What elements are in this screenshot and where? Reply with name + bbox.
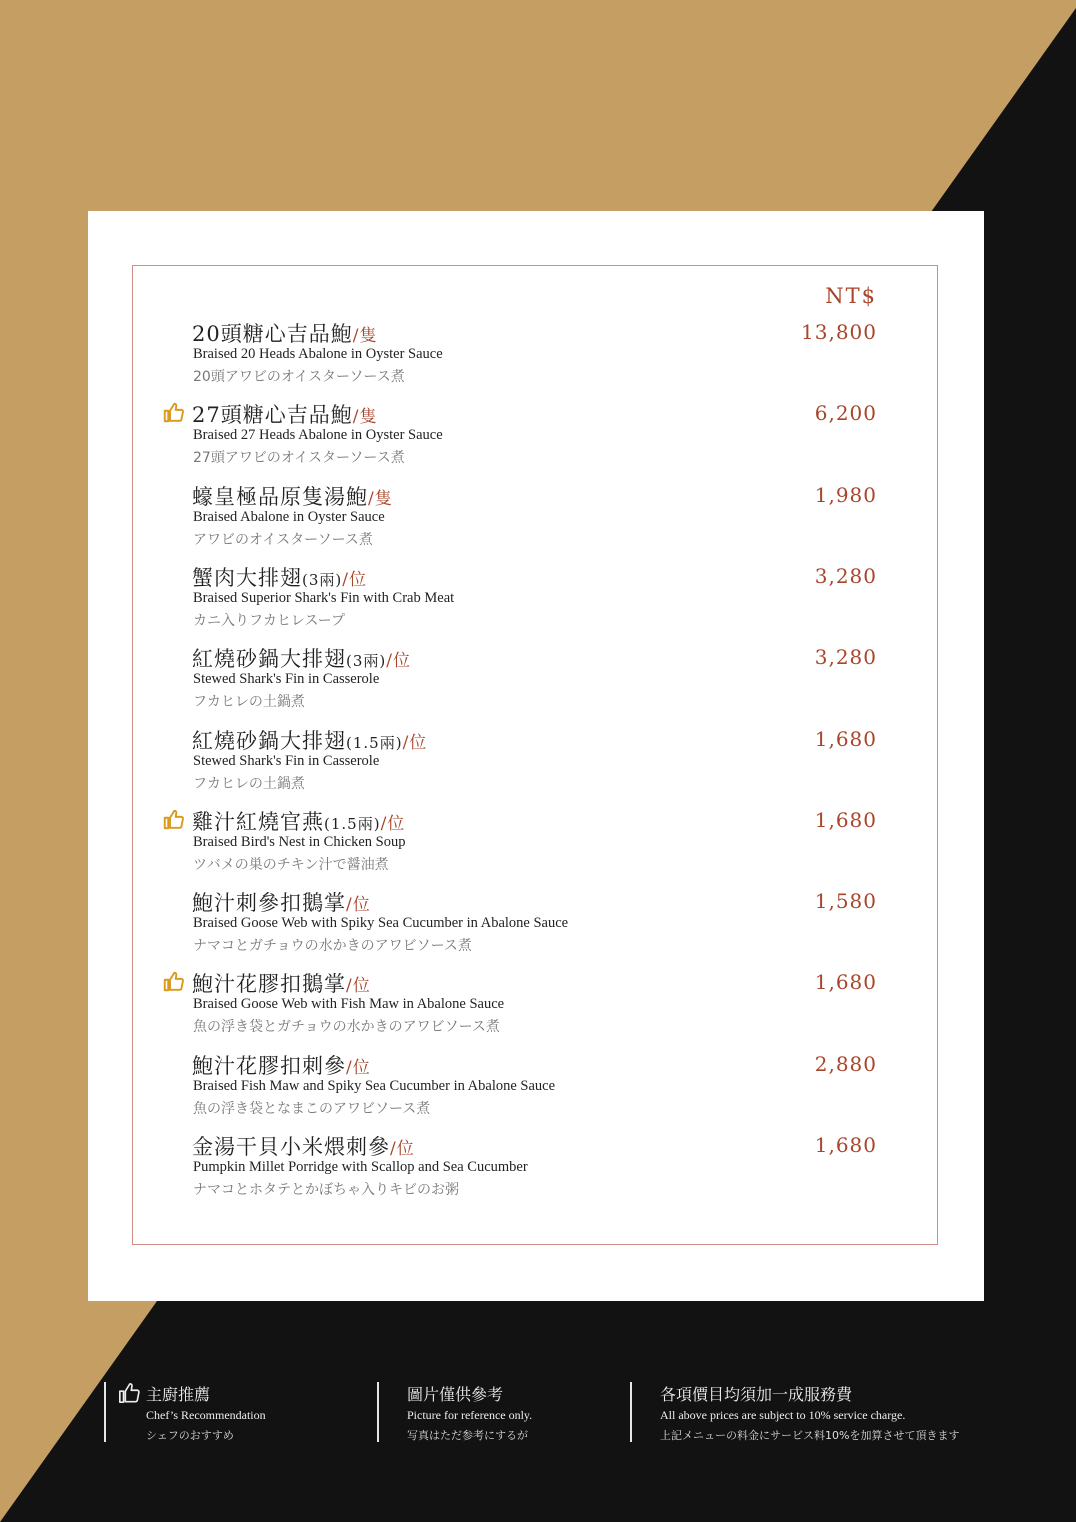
- item-japanese: フカヒレの土鍋煮: [193, 694, 305, 711]
- item-japanese: 27頭アワビのオイスターソース煮: [193, 450, 405, 467]
- item-unit: /隻: [352, 326, 378, 346]
- item-name-text: 蠔皇極品原隻湯鮑: [192, 484, 368, 509]
- item-name-text: 蟹肉大排翅: [192, 565, 302, 590]
- item-unit: /隻: [368, 488, 393, 509]
- footer-title: 各項價目均須加一成服務費: [660, 1385, 853, 1404]
- item-qty: (1.5兩): [324, 814, 381, 833]
- item-english: Braised 20 Heads Abalone in Oyster Sauce: [193, 346, 443, 362]
- item-japanese: 魚の浮き袋とガチョウの水かきのアワビソース煮: [193, 1019, 500, 1036]
- item-unit: /位: [346, 976, 371, 997]
- item-name: [192, 481, 393, 511]
- footer-jp: シェフのおすすめ: [146, 1429, 234, 1442]
- footer-en: Picture for reference only.: [407, 1408, 533, 1422]
- item-price: 13,800: [801, 320, 877, 344]
- item-name: [192, 643, 411, 673]
- item-name-text: 紅燒砂鍋大排翅: [192, 647, 346, 672]
- item-name: [192, 725, 427, 755]
- item-price: 1,680: [814, 1133, 877, 1157]
- item-unit: /位: [390, 1139, 415, 1159]
- item-unit: /位: [342, 569, 367, 590]
- item-name-text: 紅燒砂鍋大排翅: [192, 728, 346, 753]
- item-price: 1,580: [814, 889, 877, 914]
- item-qty: (3兩): [346, 652, 387, 671]
- item-qty: (3兩): [302, 570, 343, 589]
- item-price: 1,680: [814, 970, 877, 995]
- item-name: [192, 1131, 415, 1161]
- item-unit: /位: [402, 732, 428, 753]
- item-english: Braised 27 Heads Abalone in Oyster Sauce: [193, 427, 443, 444]
- menu-card: [88, 211, 984, 1301]
- item-unit: /位: [386, 651, 411, 672]
- item-name-text: 金湯干貝小米煨刺參: [192, 1135, 390, 1159]
- menu-item: [133, 806, 939, 886]
- item-english: Stewed Shark's Fin in Casserole: [193, 752, 380, 769]
- item-english: Pumpkin Millet Porridge with Scallop and Sea Cucumber: [193, 1159, 528, 1175]
- menu-item: [133, 725, 939, 805]
- footer-jp: 写真はただ参考にするが: [407, 1429, 528, 1442]
- thumbs-up-icon: [163, 402, 184, 423]
- footer-title: 圖片僅供參考: [407, 1385, 504, 1404]
- item-name: [192, 968, 371, 998]
- thumbs-up-icon: [118, 1382, 140, 1404]
- footer-jp: 上記メニューの料金にサービス料10%を加算させて頂きます: [660, 1429, 960, 1442]
- item-price: 3,280: [814, 563, 877, 588]
- item-english: Braised Goose Web with Spiky Sea Cucumber in Abalone Sauce: [193, 915, 569, 932]
- footer-reference: [377, 1382, 609, 1442]
- item-name-text: 20頭糖心吉品鮑: [192, 322, 353, 346]
- item-price: 1,680: [814, 726, 877, 751]
- item-price: 1,980: [814, 482, 877, 507]
- item-japanese: ツバメの巣のチキン汁で醤油煮: [193, 856, 389, 873]
- thumbs-up-icon: [163, 809, 184, 830]
- menu-item: [133, 887, 939, 967]
- footer-en: Chef’s Recommendation: [146, 1408, 266, 1422]
- item-japanese: ナマコとガチョウの水かきのアワビソース煮: [193, 938, 472, 955]
- menu-item: [133, 399, 939, 479]
- item-name: [192, 318, 377, 348]
- item-name-text: 鮑汁刺參扣鵝掌: [192, 891, 346, 916]
- currency-label: NT$: [825, 284, 877, 308]
- item-english: Stewed Shark's Fin in Casserole: [193, 671, 380, 688]
- item-name-text: 鮑汁花膠扣鵝掌: [192, 972, 346, 997]
- item-price: 3,280: [814, 645, 877, 670]
- item-qty: (1.5兩): [346, 733, 403, 752]
- item-japanese: ナマコとホタテとかぼちゃ入りキビのお粥: [193, 1182, 459, 1198]
- item-name: [192, 399, 377, 429]
- item-unit: /隻: [352, 407, 378, 428]
- item-japanese: カニ入りフカヒレスープ: [193, 612, 346, 629]
- item-unit: /位: [380, 813, 406, 834]
- footer-title: 主廚推薦: [146, 1385, 211, 1404]
- item-name: [192, 806, 405, 836]
- item-english: Braised Abalone in Oyster Sauce: [193, 508, 385, 525]
- item-english: Braised Bird's Nest in Chicken Soup: [193, 833, 406, 850]
- item-price: 2,880: [814, 1051, 877, 1076]
- footer-service-charge: [630, 1382, 1012, 1442]
- item-english: Braised Fish Maw and Spiky Sea Cucumber in Abalone Sauce: [193, 1077, 556, 1094]
- item-unit: /位: [346, 1057, 371, 1078]
- footer-en: All above prices are subject to 10% service charge.: [660, 1408, 906, 1422]
- item-name: [192, 887, 371, 917]
- footer-recommendation: [104, 1382, 356, 1442]
- item-price: 6,200: [814, 401, 877, 426]
- menu-item: [133, 1131, 939, 1211]
- menu-item: [133, 1050, 939, 1130]
- item-name-text: 鮑汁花膠扣刺參: [192, 1053, 346, 1078]
- item-japanese: 魚の浮き袋となまこのアワビソース煮: [193, 1100, 431, 1117]
- item-price: 1,680: [814, 807, 877, 832]
- item-unit: /位: [346, 895, 371, 916]
- item-japanese: 20頭アワビのオイスターソース煮: [193, 369, 405, 385]
- item-japanese: フカヒレの土鍋煮: [193, 775, 305, 792]
- item-english: Braised Superior Shark's Fin with Crab Meat: [193, 589, 455, 606]
- item-english: Braised Goose Web with Fish Maw in Abalone Sauce: [193, 996, 505, 1013]
- menu-item: [133, 968, 939, 1048]
- item-japanese: アワビのオイスターソース煮: [193, 531, 373, 548]
- menu-item: [133, 318, 939, 398]
- item-name-text: 雞汁紅燒官燕: [192, 809, 324, 834]
- menu-item: [133, 643, 939, 723]
- item-name: [192, 562, 367, 592]
- item-name: [192, 1050, 371, 1080]
- menu-frame: [132, 265, 938, 1245]
- thumbs-up-icon: [163, 971, 184, 992]
- menu-item: [133, 481, 939, 561]
- menu-item: [133, 562, 939, 642]
- item-name-text: 27頭糖心吉品鮑: [192, 403, 353, 428]
